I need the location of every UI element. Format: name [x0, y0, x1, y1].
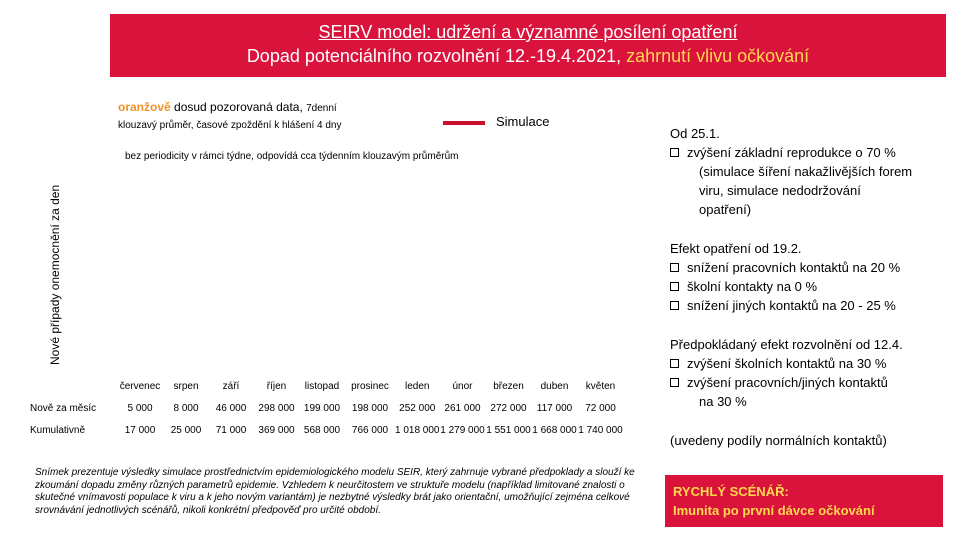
col-header: duben: [540, 380, 569, 392]
bullet-text: zvýšení pracovních/jiných kontaktů: [687, 375, 888, 390]
section-title: Efekt opatření od 19.2.: [670, 241, 802, 256]
monthly-table: [30, 375, 624, 441]
table-cell: 8 000: [173, 402, 199, 414]
col-header: únor: [452, 380, 473, 392]
bullet-item: [670, 373, 903, 392]
bullet-text-cont: na 30 %: [699, 394, 747, 409]
scenario-subtitle: Imunita po první dávce očkování: [673, 503, 875, 518]
table-corner: [30, 375, 116, 397]
table-cell: 568 000: [303, 424, 341, 436]
table-cell: 272 000: [490, 402, 527, 414]
table-cell: 1 740 000: [578, 424, 623, 436]
table-cell: 1 018 000: [395, 424, 440, 436]
bullet-text-cont: viru, simulace nedodržování: [699, 183, 861, 198]
col-header: říjen: [266, 380, 287, 392]
col-header: květen: [585, 380, 616, 392]
disclaimer-note: Snímek prezentuje výsledky simulace prostřednictvím epidemiologického modelu SEIR, který zahrnuje vybrané předpoklady a slouží ke zkoumání dopadu změny různých parametrů epidemie. Vzhledem k neurčitostem ve struktuře modelu (například limitované znalosti o skutečné vnímavosti populace k viru a k jeho novým variantám) je nezbytné výsledky brát jako orientační, umožňující zejména celkové srovnávání jednotlivých scénářů, nikoli konkrétní předpověď pro určité období.: [35, 467, 635, 516]
col-header: prosinec: [351, 380, 389, 392]
table-cell: 766 000: [351, 424, 389, 436]
title-line2-main: Dopad potenciálního rozvolnění 12.-19.4.2021,: [246, 46, 627, 66]
legend-observed: [118, 100, 337, 114]
table-cell: 1 279 000: [440, 424, 485, 436]
table-row: [30, 397, 624, 419]
bullet-text-cont: opatření): [699, 202, 752, 217]
bullet-item: [670, 143, 912, 162]
table-row: [30, 419, 624, 441]
row-header: Nově za měsíc: [30, 402, 97, 414]
checkbox-bullet-icon: [670, 359, 679, 368]
section-title: Předpokládaný efekt rozvolnění od 12.4.: [670, 337, 903, 352]
table-cell: 252 000: [399, 402, 436, 414]
col-header: listopad: [304, 380, 340, 392]
legend-simulation-note: bez periodicity v rámci týdne, odpovídá cca týdenním klouzavým průměrům: [125, 151, 459, 162]
checkbox-bullet-icon: [670, 301, 679, 310]
table-cell: 71 000: [215, 424, 247, 436]
bullet-item: [670, 354, 903, 373]
table-cell: 261 000: [444, 402, 481, 414]
table-cell: 25 000: [170, 424, 202, 436]
relaxation-april: [670, 335, 903, 411]
legend-observed-line2: klouzavý průměr, časové zpoždění k hlášení 4 dny: [118, 120, 342, 131]
y-axis-label: Nové případy onemocnění za den: [48, 184, 62, 365]
checkbox-bullet-icon: [670, 378, 679, 387]
col-header: září: [222, 380, 240, 392]
table-cell: 198 000: [351, 402, 389, 414]
bullet-text-cont: (simulace šíření nakažlivějších forem: [699, 164, 913, 179]
col-header: březen: [493, 380, 524, 392]
table-cell: 1 551 000: [486, 424, 531, 436]
legend-observed-orange: oranžově: [118, 100, 171, 114]
table-cell: 72 000: [585, 402, 616, 414]
legend-observed-suffix: 7denní: [306, 103, 337, 114]
bullet-item: [670, 258, 900, 277]
title-line2: [110, 44, 946, 68]
table-cell: 117 000: [536, 402, 573, 414]
bullet-text: školní kontakty na 0 %: [687, 279, 818, 294]
bullet-text: zvýšení školních kontaktů na 30 %: [687, 356, 887, 371]
table-cell: 298 000: [258, 402, 295, 414]
table-cell: 17 000: [124, 424, 156, 436]
checkbox-bullet-icon: [670, 148, 679, 157]
title-banner: [110, 14, 946, 77]
table-cell: 199 000: [303, 402, 341, 414]
col-header: leden: [405, 380, 430, 392]
col-header: červenec: [119, 380, 161, 392]
legend-simulation-swatch: [443, 121, 485, 125]
checkbox-bullet-icon: [670, 282, 679, 291]
table-cell: 1 668 000: [532, 424, 577, 436]
checkbox-bullet-icon: [670, 263, 679, 272]
contacts-note: (uvedeny podíly normálních kontaktů): [670, 433, 887, 448]
table-cell: 46 000: [215, 402, 247, 414]
bullet-item: [670, 296, 900, 315]
col-header: srpen: [173, 380, 199, 392]
bullet-item: [670, 277, 900, 296]
row-header: Kumulativně: [30, 424, 86, 436]
assumptions-jan: [670, 124, 912, 219]
bullet-text: snížení jiných kontaktů na 20 - 25 %: [687, 298, 896, 313]
section-title: Od 25.1.: [670, 126, 720, 141]
scenario-box: [665, 475, 943, 527]
title-line1: SEIRV model: udržení a významné posílení opatření: [318, 22, 738, 42]
table-header-row: [30, 375, 624, 397]
table-cell: 5 000: [127, 402, 153, 414]
legend-observed-text: dosud pozorovaná data,: [170, 100, 307, 114]
table-cell: 369 000: [258, 424, 295, 436]
bullet-text: snížení pracovních kontaktů na 20 %: [687, 260, 901, 275]
bullet-text: zvýšení základní reprodukce o 70 %: [687, 145, 896, 160]
legend-simulation-label: Simulace: [496, 114, 550, 129]
title-line2-highlight: zahrnutí vlivu očkování: [626, 46, 810, 66]
measures-feb: [670, 239, 900, 315]
scenario-title: RYCHLÝ SCÉNÁŘ:: [673, 484, 789, 499]
